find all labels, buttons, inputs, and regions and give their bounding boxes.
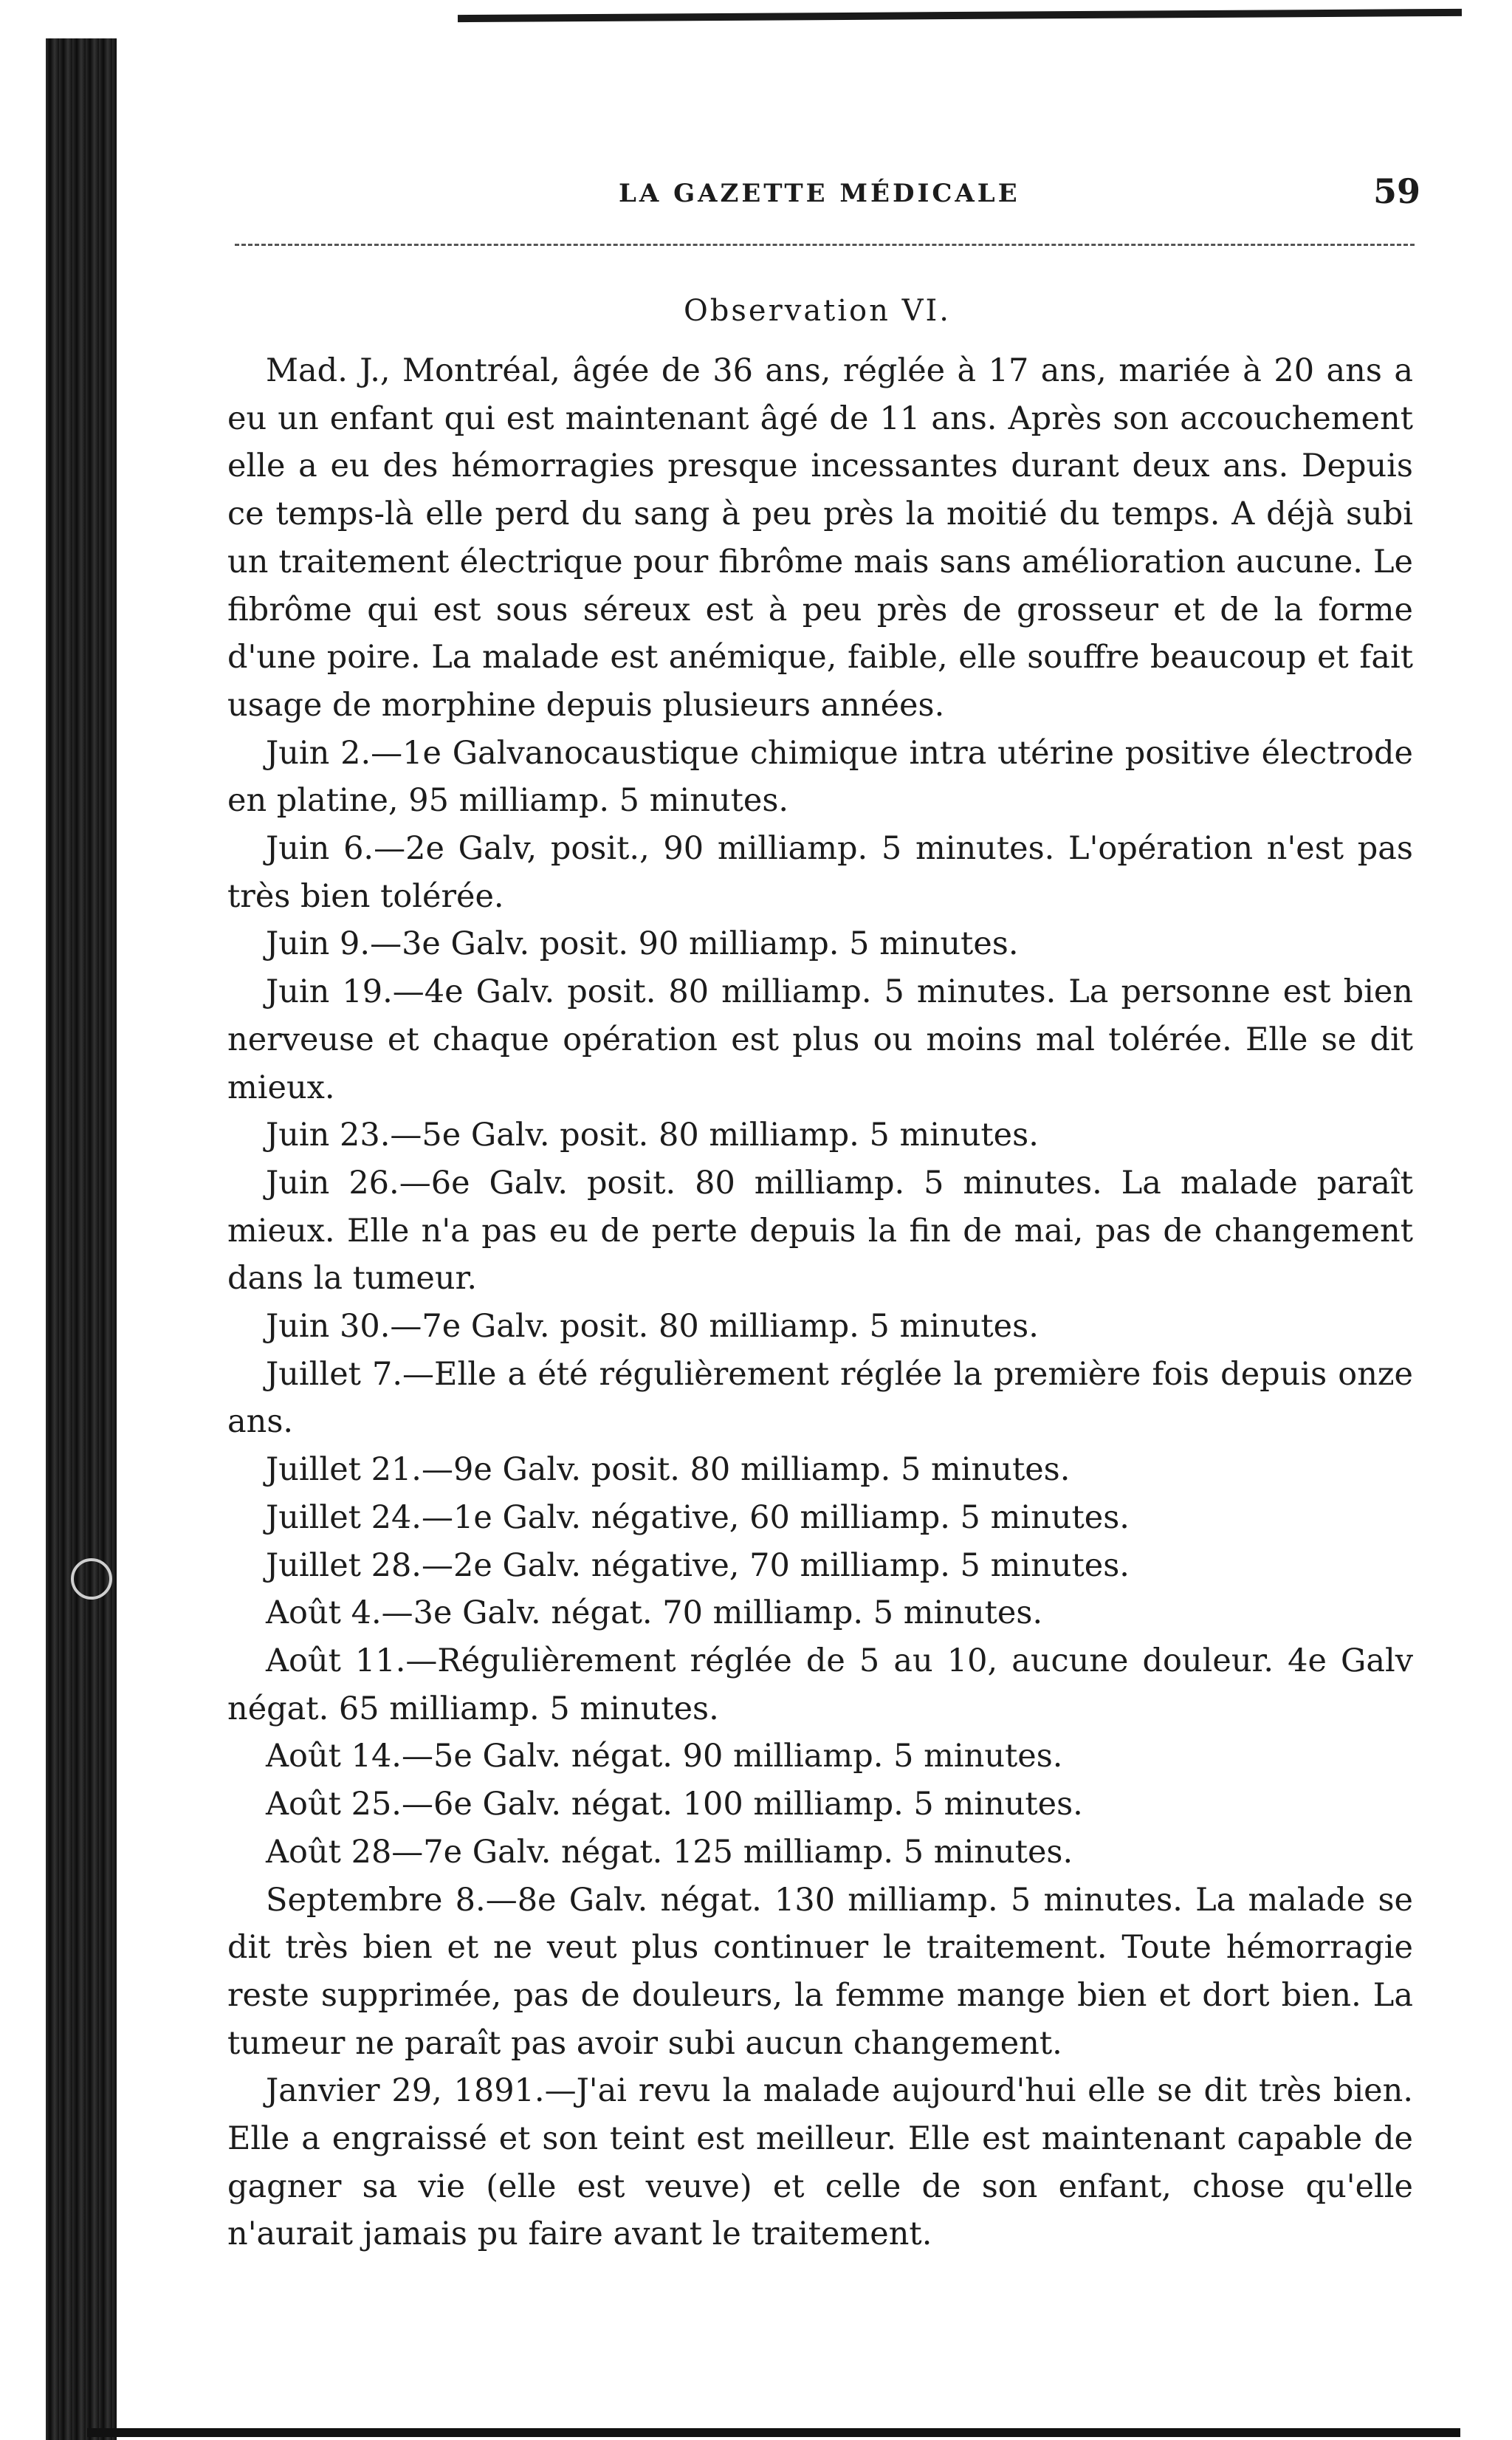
treatment-entry: Juin 2.—1e Galvanocaustique chimique intra utérine positive électrode en platine, 95 milliamp. 5 minutes.	[227, 734, 1413, 820]
treatment-entry: Juin 19.—4e Galv. posit. 80 milliamp. 5 minutes. La personne est bien nerveuse et chaque opération est plus ou moins mal tolérée. Elle se dit mieux.	[227, 973, 1413, 1106]
treatment-entry: Septembre 8.—8e Galv. négat. 130 milliamp. 5 minutes. La malade se dit très bien et ne veut plus continuer le traitement. Toute hémorragie reste supprimée, pas de douleurs, la femme mange bien et dort bien. La tumeur ne paraît pas avoir subi aucun changement.	[227, 1881, 1413, 2062]
treatment-entry: Juillet 7.—Elle a été régulièrement réglée la première fois depuis onze ans.	[227, 1355, 1413, 1441]
treatment-entry: Août 14.—5e Galv. négat. 90 milliamp. 5 minutes.	[266, 1738, 1063, 1775]
scan-binding-edge	[46, 38, 117, 2440]
follow-up-entry: Janvier 29, 1891.—J'ai revu la malade aujourd'hui elle se dit très bien. Elle a engraissé et son teint est meilleur. Elle est maintenant capable de gagner sa vie (elle est veuve) et celle de son enfant, chose qu'elle n'aurait jamais pu faire avant le traitement.	[227, 2072, 1413, 2253]
binding-hole-mark	[71, 1558, 112, 1600]
case-description-paragraph: Mad. J., Montréal, âgée de 36 ans, réglée à 17 ans, mariée à 20 ans a eu un enfant qui est maintenant âgé de 11 ans. Après son accouchement elle a eu des hémorragies presque incessantes durant deux ans. Depuis ce temps-là elle perd du sang à peu près la moitié du temps. A déjà subi un traitement électrique pour fibrôme mais sans amélioration aucune. Le fibrôme qui est sous séreux est à peu près de grosseur et de la forme d'une poire. La malade est anémique, faible, elle souffre beaucoup et fait usage de morphine depuis plusieurs années.	[227, 352, 1413, 724]
treatment-entry: Juillet 21.—9e Galv. posit. 80 milliamp. 5 minutes.	[266, 1451, 1071, 1489]
treatment-entry: Août 4.—3e Galv. négat. 70 milliamp. 5 minutes.	[266, 1594, 1043, 1632]
section-title: Observation VI.	[684, 294, 951, 328]
running-head: LA GAZETTE MÉDICALE	[619, 179, 1020, 208]
top-scan-edge	[458, 9, 1462, 22]
treatment-entry: Juillet 24.—1e Galv. négative, 60 milliamp. 5 minutes.	[266, 1498, 1130, 1536]
treatment-entry: Juin 23.—5e Galv. posit. 80 milliamp. 5 minutes.	[266, 1117, 1039, 1154]
treatment-entry: Juin 9.—3e Galv. posit. 90 milliamp. 5 minutes.	[266, 925, 1019, 963]
treatment-entry: Août 25.—6e Galv. négat. 100 milliamp. 5 minutes.	[266, 1786, 1083, 1823]
treatment-entry: Juin 30.—7e Galv. posit. 80 milliamp. 5 minutes.	[266, 1308, 1039, 1346]
page-number: 59	[1373, 171, 1421, 211]
treatment-entry: Août 28—7e Galv. négat. 125 milliamp. 5 minutes.	[266, 1833, 1073, 1871]
treatment-entry: Juin 26.—6e Galv. posit. 80 milliamp. 5 minutes. La malade paraît mieux. Elle n'a pas eu de perte depuis la fin de mai, pas de changement dans la tumeur.	[227, 1164, 1413, 1298]
treatment-entry: Juillet 28.—2e Galv. négative, 70 milliamp. 5 minutes.	[266, 1546, 1130, 1584]
article-body	[227, 347, 1413, 2258]
header-rule	[235, 244, 1415, 246]
bottom-scan-edge	[87, 2428, 1460, 2437]
treatment-entry: Août 11.—Régulièrement réglée de 5 au 10, aucune douleur. 4e Galv négat. 65 milliamp. 5 minutes.	[227, 1642, 1413, 1727]
treatment-entry: Juin 6.—2e Galv, posit., 90 milliamp. 5 minutes. L'opération n'est pas très bien tolérée.	[227, 830, 1413, 915]
